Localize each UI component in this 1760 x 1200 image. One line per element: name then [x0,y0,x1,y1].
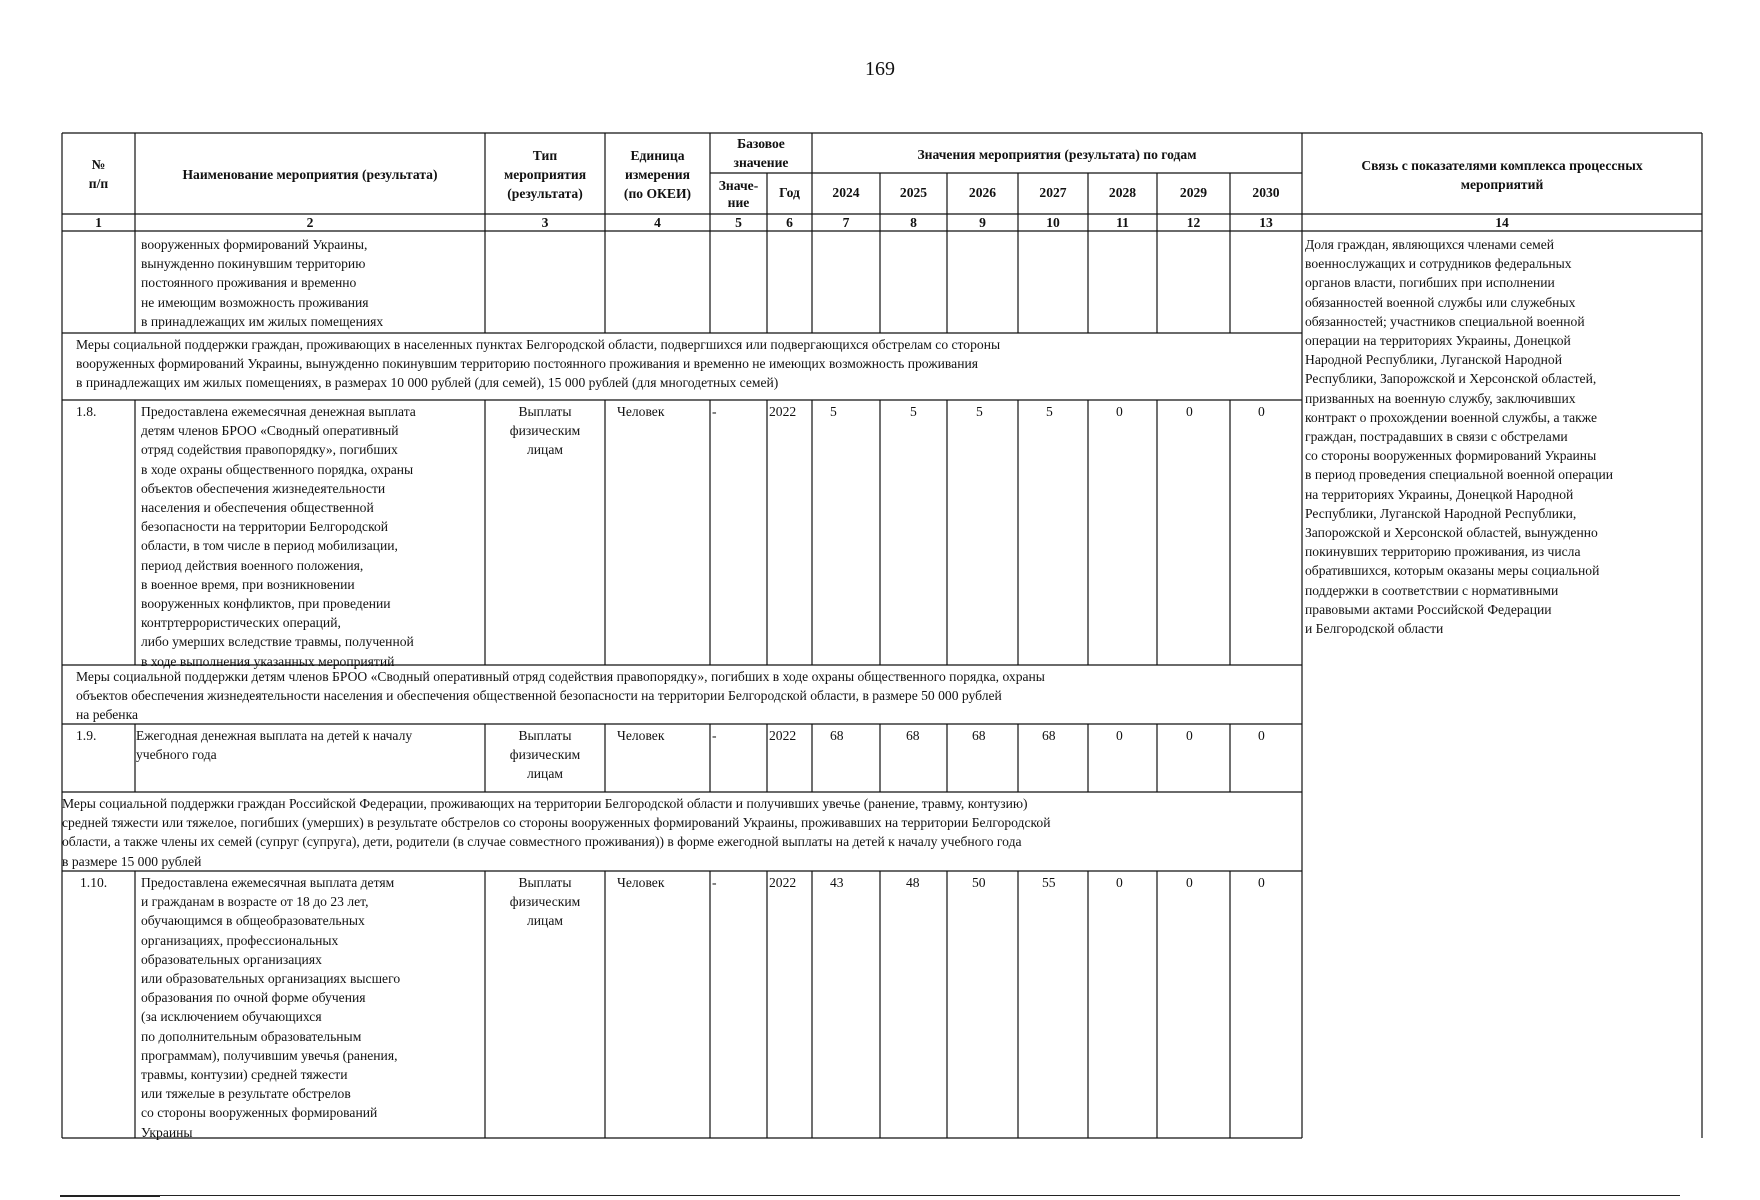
year-header: 2028 [1108,185,1137,200]
header-num: № п/п [88,157,109,192]
section-heading: Меры социальной поддержки граждан, проживающих в населенных пунктах Белгородской области, подвергшихся или подвергающихся обстрелам со стороны вооруженных формирований Украины, вынужденно покинувшим территорию постоянного проживания и временно не имеющих возможность проживания в принадлежащих им жилых помещениях, в размерах 10 000 рублей (для семей), 15 000 рублей (для многодетных семей) [76,337,1001,391]
row-unit: Человек [617,404,665,419]
row-name: Ежегодная денежная выплата на детей к началу учебного года [136,728,413,763]
scan-edge-line [60,1195,160,1197]
year-header: 2024 [832,185,860,200]
row-value-2029: 0 [1186,404,1193,419]
col-number: 4 [654,215,661,230]
header-name: Наименование мероприятия (результата) [182,167,438,182]
row-type: Выплаты физическим лицам [509,728,581,782]
row-type: Выплаты физическим лицам [509,404,581,458]
row-value-2024: 43 [830,875,844,890]
header-base-year: Год [779,185,800,200]
row-value-2028: 0 [1116,404,1123,419]
col-number: 1 [95,215,102,230]
col-number: 10 [1046,215,1060,230]
col-number: 9 [979,215,986,230]
year-header: 2027 [1039,185,1067,200]
row-value-2026: 5 [976,404,983,419]
row-value-2030: 0 [1258,728,1265,743]
scan-edge-line [160,1195,1680,1196]
row-value-2030: 0 [1258,404,1265,419]
row-value-2029: 0 [1186,875,1193,890]
row-value-2030: 0 [1258,875,1265,890]
row-value-2026: 50 [972,875,986,890]
header-link: Связь с показателями комплекса процессных мероприятий [1361,158,1643,193]
col-number: 3 [541,215,549,230]
col-number: 11 [1116,215,1129,230]
page-number: 169 [865,58,895,80]
year-header: 2029 [1179,185,1208,200]
row-base-year: 2022 [769,875,797,890]
col-number: 13 [1259,215,1273,230]
row-value-2028: 0 [1116,875,1123,890]
row-value-2025: 5 [910,404,917,419]
header-base-value: Значе- ние [718,178,759,210]
section-heading: Меры социальной поддержки граждан Российской Федерации, проживающих на территории Белгородской области и получивших увечье (ранение, травму, контузию) средней тяжести или тяжелое, погибших (умерших) в результате обстрелов со стороны вооруженных формирований Украины, проживавших на территории Белгородской области, а также члены их семей (супруг (супруга), дети, родители (в случае совместного проживания)) в форме ежегодной выплаты на детей к началу учебного года в размере 15 000 рублей [62,796,1051,869]
header-type: Тип мероприятия (результата) [503,148,587,202]
row-base-value: - [712,404,717,419]
row-value-2024: 68 [830,728,844,743]
row-number: 1.8. [76,404,97,419]
row-number: 1.10. [80,875,108,890]
row-value-2027: 68 [1042,728,1056,743]
row-value-2026: 68 [972,728,986,743]
header-years: Значения мероприятия (результата) по годам [917,147,1197,162]
col-number: 8 [910,215,917,230]
row-value-2027: 5 [1046,404,1053,419]
row-name: Предоставлена ежемесячная выплата детям и гражданам в возрасте от 18 до 23 лет, обучающимся в общеобразовательных организациях, профессиональных образовательных организациях или образовательных организациях высшего образования по очной форме обучения (за исключением обучающихся по дополнительным образовательным программам), получившим увечья (ранения, травмы, контузии) средней тяжести или тяжелые в результате обстрелов со стороны вооруженных формирований Украины [141,875,401,1140]
row-value-2028: 0 [1116,728,1123,743]
row-value-2024: 5 [830,404,837,419]
row-unit: Человек [617,875,665,890]
year-header: 2026 [968,185,997,200]
col-number: 7 [842,215,850,230]
link-indicator-text: Доля граждан, являющихся членами семей военнослужащих и сотрудников федеральных органов власти, погибших при исполнении обязанностей военной службы или служебных обязанностей; участников специальной военной операции на территориях Украины, Донецкой Народной Республики, Луганской Народной Республики, Запорожской и Херсонской областей, призванных на военную службу, заключивших контракт о прохождении военной службы, а также граждан, пострадавших в связи с обстрелами со стороны вооруженных формирований Украины в период проведения специальной военной операции на территориях Украины, Донецкой Народной Республики, Луганской Народной Республики, Запорожской и Херсонской областей, вынужденно покинувших территорию проживания, из числа обратившихся, которым оказаны меры социальной поддержки в соответствии с нормативными правовыми актами Российской Федерации и Белгородской области [1305,237,1614,637]
row-value-2025: 48 [906,875,920,890]
row-base-year: 2022 [769,728,797,743]
col-number: 12 [1186,215,1201,230]
row-base-value: - [712,728,717,743]
section-heading: Меры социальной поддержки детям членов БРОО «Сводный оперативный отряд содействия правопорядку», погибших в ходе охраны общественного порядка, охраны объектов обеспечения жизнедеятельности населения и обеспечения общественной безопасности на территории Белгородской области, в размере 50 000 рублей на ребенка [76,669,1045,723]
row-base-year: 2022 [769,404,797,419]
row-type: Выплаты физическим лицам [509,875,581,929]
row-base-value: - [712,875,717,890]
header-unit: Единица измерения (по ОКЕИ) [623,148,692,202]
col-number: 14 [1495,215,1509,230]
col-number: 2 [306,215,314,230]
row-name: Предоставлена ежемесячная денежная выплата детям членов БРОО «Сводный оперативный отряд содействия правопорядку», погибших в ходе охраны общественного порядка, охраны объектов обеспечения жизнедеятельности населения и обеспечения общественной безопасности на территории Белгородской области, в том числе в период мобилизации, период действия военного положения, в военное время, при возникновении вооруженных конфликтов, при проведении контртеррористических операций, либо умерших вследствие травмы, полученной в ходе выполнения указанных мероприятий [141,404,416,669]
header-base: Базовое значение [733,136,789,171]
col-number: 5 [735,215,742,230]
year-header: 2030 [1252,185,1280,200]
row-number: 1.9. [76,728,97,743]
row-value-2025: 68 [906,728,920,743]
row-unit: Человек [617,728,665,743]
continuation-text: вооруженных формирований Украины, вынужденно покинувшим территорию постоянного проживания и временно не имеющим возможность проживания в принадлежащих им жилых помещениях [141,237,384,329]
year-header: 2025 [899,185,928,200]
col-number: 6 [786,215,793,230]
row-value-2027: 55 [1042,875,1056,890]
row-value-2029: 0 [1186,728,1193,743]
